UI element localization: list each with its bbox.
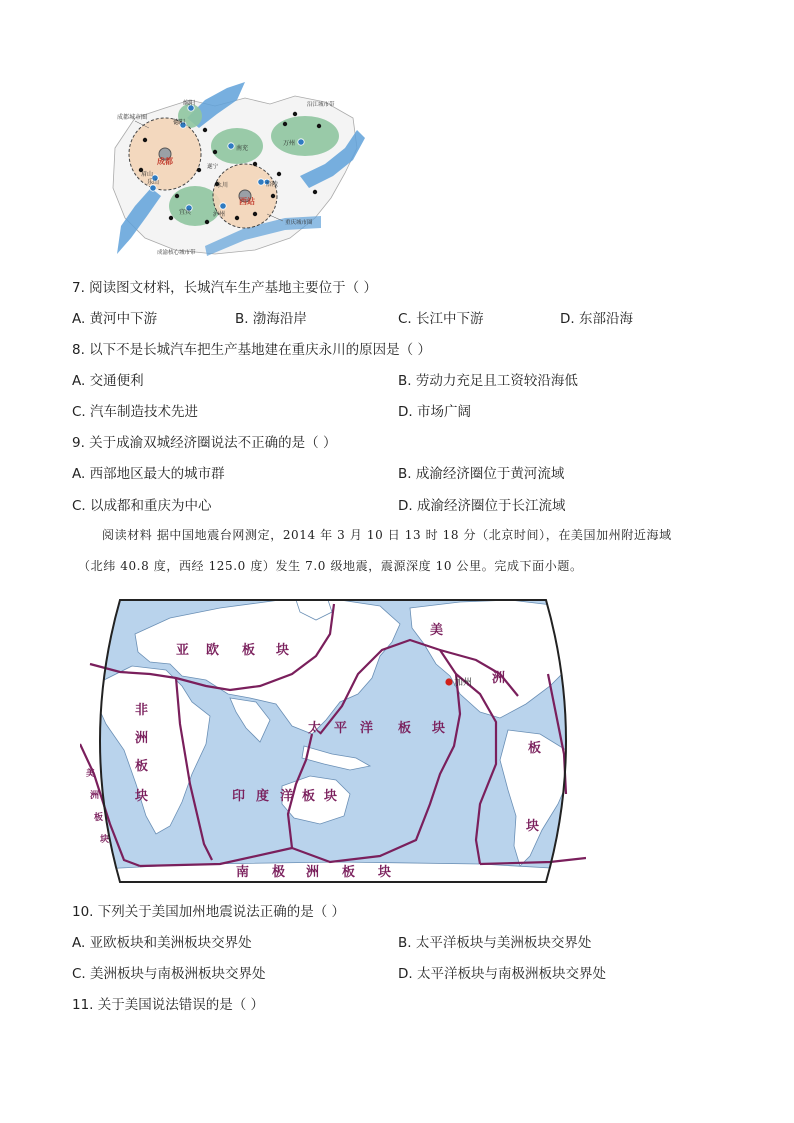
reading-material-line-1: 阅读材料 据中国地震台网测定，2014 年 3 月 10 日 13 时 18 分（北京时间），在美国加州附近海域 xyxy=(102,528,672,542)
label-yanjiang: 沿江城市带 xyxy=(307,102,335,108)
label-african-plate-1: 非 xyxy=(135,703,149,718)
q8-option-b[interactable]: B. 劳动力充足且工资较沿海低 xyxy=(398,373,578,389)
label-african-plate-2: 洲 xyxy=(135,731,149,746)
label-suining: 遂宁 xyxy=(207,164,219,170)
q10-option-d[interactable]: D. 太平洋板块与南极洲板块交界处 xyxy=(398,966,606,982)
label-luzhou: 泸州 xyxy=(213,211,226,218)
label-antarctic-plate-5: 块 xyxy=(378,865,392,880)
label-fuling: 涪陵 xyxy=(266,181,279,188)
label-pacific-plate-1: 太 xyxy=(308,721,322,736)
label-nanchong: 南充 xyxy=(236,145,249,152)
q7-option-b[interactable]: B. 渤海沿岸 xyxy=(235,311,307,327)
label-american-plate-left-1: 美 xyxy=(86,769,96,779)
label-chengdu: 成都 xyxy=(157,157,173,166)
label-antarctic-plate-2: 极 xyxy=(272,865,286,880)
label-chongqing-circle: 重庆城市圈 xyxy=(285,220,313,226)
label-eurasian-plate-4: 块 xyxy=(276,643,290,658)
label-american-plate-left-4: 块 xyxy=(100,835,110,845)
question-7-stem: 7. 阅读图文材料，长城汽车生产基地主要位于（ ） xyxy=(72,280,377,296)
q7-option-d[interactable]: D. 东部沿海 xyxy=(560,311,633,327)
label-american-plate-4: 块 xyxy=(526,819,540,834)
question-9-stem: 9. 关于成渝双城经济圈说法不正确的是（ ） xyxy=(72,435,337,451)
q10-option-a[interactable]: A. 亚欧板块和美洲板块交界处 xyxy=(72,935,252,951)
label-chengdu-circle: 成都城市圈 xyxy=(117,114,148,121)
label-american-plate-left-2: 洲 xyxy=(90,791,100,801)
label-pacific-plate-5: 块 xyxy=(432,721,446,736)
label-antarctic-plate-3: 洲 xyxy=(306,865,320,880)
label-pacific-plate-4: 板 xyxy=(398,721,412,736)
wanzhou-green-region xyxy=(271,116,339,156)
label-yibin: 宜宾 xyxy=(179,209,192,216)
label-eurasian-plate-3: 板 xyxy=(242,643,256,658)
label-antarctic-plate-4: 板 xyxy=(342,865,356,880)
q8-option-d[interactable]: D. 市场广阔 xyxy=(398,404,471,420)
question-11-stem: 11. 关于美国说法错误的是（ ） xyxy=(72,997,265,1013)
california-quake-dot xyxy=(445,678,452,685)
label-indian-plate-4: 板 xyxy=(302,789,316,804)
label-mianyang: 绵阳 xyxy=(183,100,196,107)
label-african-plate-3: 板 xyxy=(135,759,149,774)
q8-option-c[interactable]: C. 汽车制造技术先进 xyxy=(72,404,199,420)
label-deyang: 德阳 xyxy=(173,119,186,126)
label-chengyu-belt: 成渝核心城市带 xyxy=(157,250,196,256)
label-california: 加州 xyxy=(454,678,473,688)
label-wanzhou: 万州 xyxy=(283,140,296,147)
q9-option-a[interactable]: A. 西部地区最大的城市群 xyxy=(72,466,225,482)
label-eurasian-plate-1: 亚 xyxy=(176,643,190,658)
chengyu-regional-map xyxy=(95,78,365,260)
label-pacific-plate-3: 洋 xyxy=(360,721,374,736)
q7-option-c[interactable]: C. 长江中下游 xyxy=(398,311,484,327)
label-eurasian-plate-2: 欧 xyxy=(206,643,220,658)
label-indian-plate-3: 洋 xyxy=(280,789,294,804)
q9-option-c[interactable]: C. 以成都和重庆为中心 xyxy=(72,498,212,514)
label-indian-plate-5: 块 xyxy=(324,789,338,804)
label-indian-plate-2: 度 xyxy=(256,789,270,804)
label-yongchuan: 永川 xyxy=(216,182,229,189)
label-american-plate-3: 板 xyxy=(528,741,542,756)
yibin-green-region xyxy=(169,186,221,226)
q8-option-a[interactable]: A. 交通便利 xyxy=(72,373,144,389)
world-plate-map xyxy=(80,594,586,888)
label-african-plate-4: 块 xyxy=(135,789,149,804)
q10-option-b[interactable]: B. 太平洋板块与美洲板块交界处 xyxy=(398,935,592,951)
label-meishan: 眉山 xyxy=(141,171,154,178)
q7-option-a[interactable]: A. 黄河中下游 xyxy=(72,311,158,327)
label-american-plate-2: 洲 xyxy=(492,671,506,686)
q10-option-c[interactable]: C. 美洲板块与南极洲板块交界处 xyxy=(72,966,266,982)
label-american-plate-left-3: 板 xyxy=(94,813,104,823)
label-pacific-plate-2: 平 xyxy=(334,721,348,736)
question-8-stem: 8. 以下不是长城汽车把生产基地建在重庆永川的原因是（ ） xyxy=(72,342,431,358)
label-xizhan: 西站 xyxy=(239,197,255,206)
q9-option-b[interactable]: B. 成渝经济圈位于黄河流域 xyxy=(398,466,565,482)
reading-material-line-2: （北纬 40.8 度，西经 125.0 度）发生 7.0 级地震，震源深度 10 公里。完成下面小题。 xyxy=(78,559,583,573)
label-leshan: 乐山 xyxy=(147,179,160,186)
q9-option-d[interactable]: D. 成渝经济圈位于长江流域 xyxy=(398,498,566,514)
label-american-plate-1: 美 xyxy=(430,623,444,638)
label-antarctic-plate-1: 南 xyxy=(236,865,250,880)
label-indian-plate-1: 印 xyxy=(232,789,246,804)
question-10-stem: 10. 下列关于美国加州地震说法正确的是（ ） xyxy=(72,904,346,920)
